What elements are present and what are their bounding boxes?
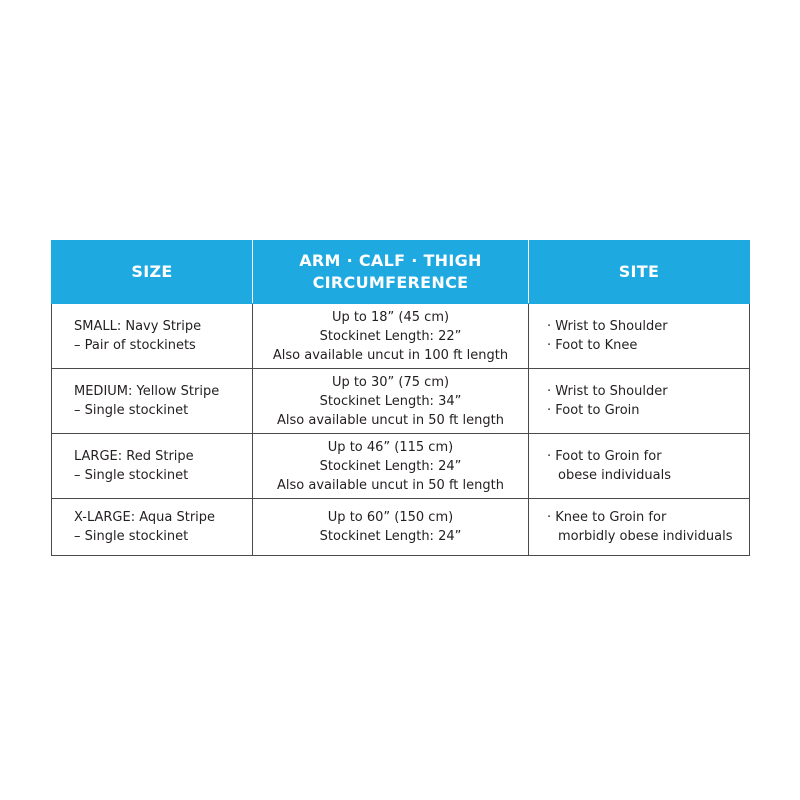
uncut-availability: Also available uncut in 100 ft length [272,347,509,363]
circumference-header-line1: ARM · CALF · THIGH [299,251,482,270]
circumference-value: Up to 60” (150 cm) [327,510,454,525]
uncut-availability: Also available uncut in 50 ft length [277,412,504,428]
size-label: SMALL: Navy Stripe [74,319,202,334]
size-cell [52,304,253,369]
size-cell [52,369,253,434]
site-item: · Foot to Groin for [547,449,662,464]
size-cell [52,434,253,499]
size-column-header [52,241,253,304]
size-note: – Single stockinet [74,403,189,418]
size-header-label: SIZE [131,262,173,281]
site-item-continuation: obese individuals [558,468,671,483]
site-item: · Knee to Groin for [547,510,667,525]
site-cell [529,369,750,434]
site-cell [529,499,750,556]
size-note: – Single stockinet [74,529,189,544]
table-row-medium [52,369,750,434]
header-row [52,241,750,304]
size-label: X-LARGE: Aqua Stripe [74,510,216,525]
circumference-value: Up to 18” (45 cm) [331,309,450,325]
stockinet-length: Stockinet Length: 22” [319,328,462,344]
size-note: – Single stockinet [74,468,189,483]
table-header [52,241,750,304]
site-item: · Foot to Groin [547,403,640,418]
table-row-x-large [52,499,750,556]
circumference-column-header [253,241,529,304]
size-label: MEDIUM: Yellow Stripe [74,384,220,399]
table-row-large [52,434,750,499]
circumference-cell [253,499,529,556]
table-row-small [52,304,750,369]
table-body [52,304,750,556]
site-item-continuation: morbidly obese individuals [558,529,733,544]
size-cell [52,499,253,556]
size-note: – Pair of stockinets [74,338,196,353]
stockinet-length: Stockinet Length: 24” [319,458,462,474]
circumference-cell [253,304,529,369]
site-column-header [529,241,750,304]
circumference-cell [253,369,529,434]
site-item: · Wrist to Shoulder [547,384,668,399]
circumference-header-line2: CIRCUMFERENCE [312,273,469,292]
stockinet-length: Stockinet Length: 34” [319,393,462,409]
uncut-availability: Also available uncut in 50 ft length [277,477,504,493]
circumference-value: Up to 30” (75 cm) [331,374,450,390]
site-item: · Foot to Knee [547,338,638,353]
circumference-value: Up to 46” (115 cm) [327,439,454,455]
circumference-cell [253,434,529,499]
site-item: · Wrist to Shoulder [547,319,668,334]
site-cell [529,304,750,369]
size-label: LARGE: Red Stripe [74,449,194,464]
site-header-label: SITE [618,262,660,281]
site-cell [529,434,750,499]
size-chart-table [51,240,750,556]
stockinet-length: Stockinet Length: 24” [319,529,462,544]
